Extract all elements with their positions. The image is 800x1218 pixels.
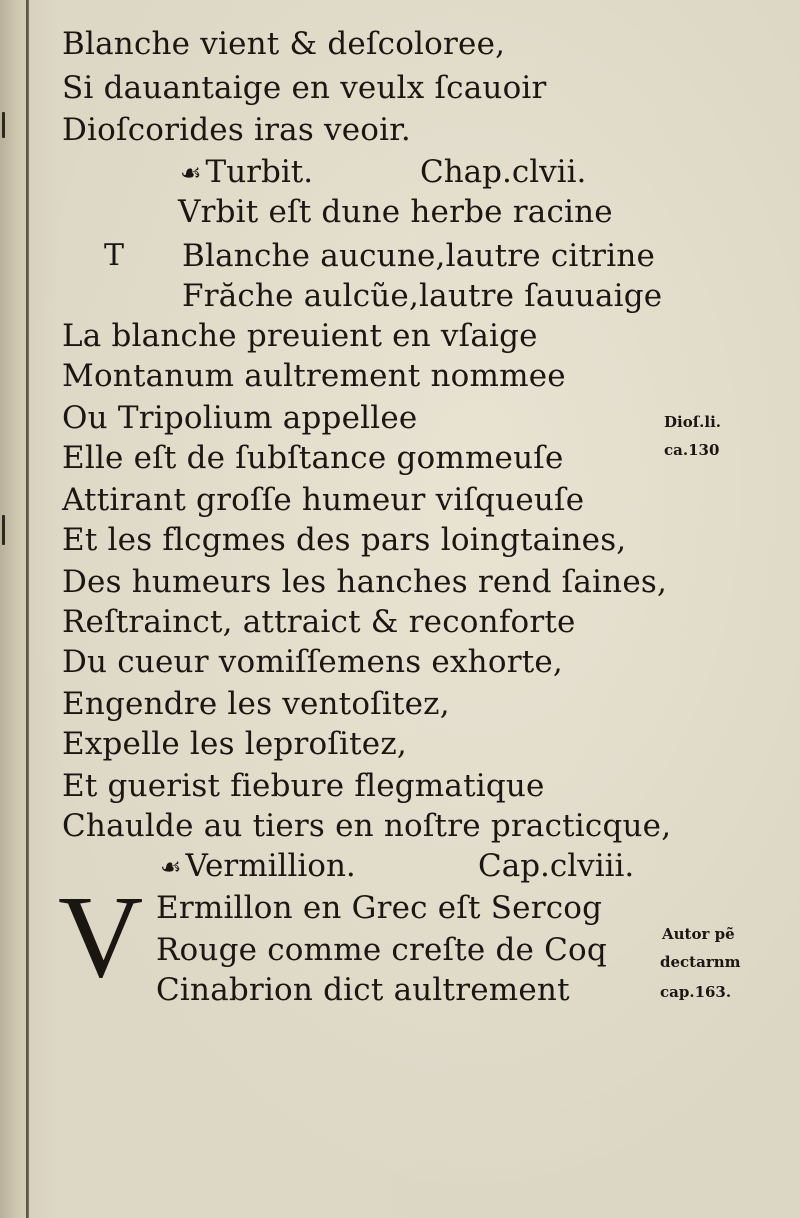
drop-initial: V [58, 871, 144, 1002]
verse-line: Montanum aultrement nommee [62, 358, 566, 394]
fleuron-icon: ☙ [160, 853, 182, 881]
verse-line: Ermillon en Grec eſt Sercog [156, 890, 603, 926]
edge-mark [2, 112, 5, 138]
verse-line: Cinabrion dict aultrement [156, 972, 570, 1008]
edge-mark [2, 515, 5, 545]
verse-line: Des humeurs les hanches rend ſaines, [62, 564, 668, 600]
verse-line: Rouge comme creſte de Coq [156, 932, 607, 968]
chapter-heading-vermillion [160, 846, 356, 887]
verse-line: Si dauantaige en veulx ſcauoir [62, 70, 547, 106]
margin-note: Autor pẽ [662, 925, 735, 943]
verse-line: Frăche aulcũe,lautre ſauuaige [182, 278, 663, 314]
verse-line: Expelle les leproſitez, [62, 726, 407, 762]
margin-note: ca.130 [664, 441, 720, 459]
verse-line: Elle eſt de ſubſtance gommeuſe [62, 440, 564, 476]
verse-line: Reſtrainct, attraict & reconforte [62, 604, 576, 640]
page-gutter [0, 0, 28, 1218]
verse-line: Blanche vient & deſcoloree, [62, 26, 506, 62]
margin-note: Dioſ.li. [664, 413, 722, 431]
margin-note: dectarnm [660, 953, 741, 971]
verse-line: Ou Tripolium appellee [62, 400, 418, 436]
verse-line: Chaulde au tiers en noſtre practicque, [62, 808, 672, 844]
verse-line: Du cueur vomiſſemens exhorte, [62, 644, 563, 680]
heading-title: Vermillion. [185, 848, 356, 884]
verse-line: Engendre les ventoſitez, [62, 686, 450, 722]
verse-line: Et guerist fiebure flegmatique [62, 768, 545, 804]
drop-initial: T [104, 238, 125, 273]
verse-line: Attirant groſſe humeur viſqueuſe [62, 482, 585, 518]
verse-line: Blanche aucune,lautre citrine [182, 238, 656, 274]
chapter-number: Cap.clviii. [478, 848, 635, 884]
margin-note: cap.163. [660, 983, 732, 1001]
verse-line: Et les flcgmes des pars loingtaines, [62, 522, 627, 558]
chapter-number: Chap.clvii. [420, 154, 587, 190]
fleuron-icon: ☙ [180, 159, 202, 187]
heading-title: Turbit. [205, 154, 314, 190]
binding-fold [26, 0, 29, 1218]
verse-line: Vrbit eſt dune herbe racine [178, 194, 613, 230]
verse-line: Dioſcorides iras veoir. [62, 112, 411, 148]
verse-line: La blanche preuient en vſaige [62, 318, 538, 354]
chapter-heading-turbit [180, 152, 313, 193]
